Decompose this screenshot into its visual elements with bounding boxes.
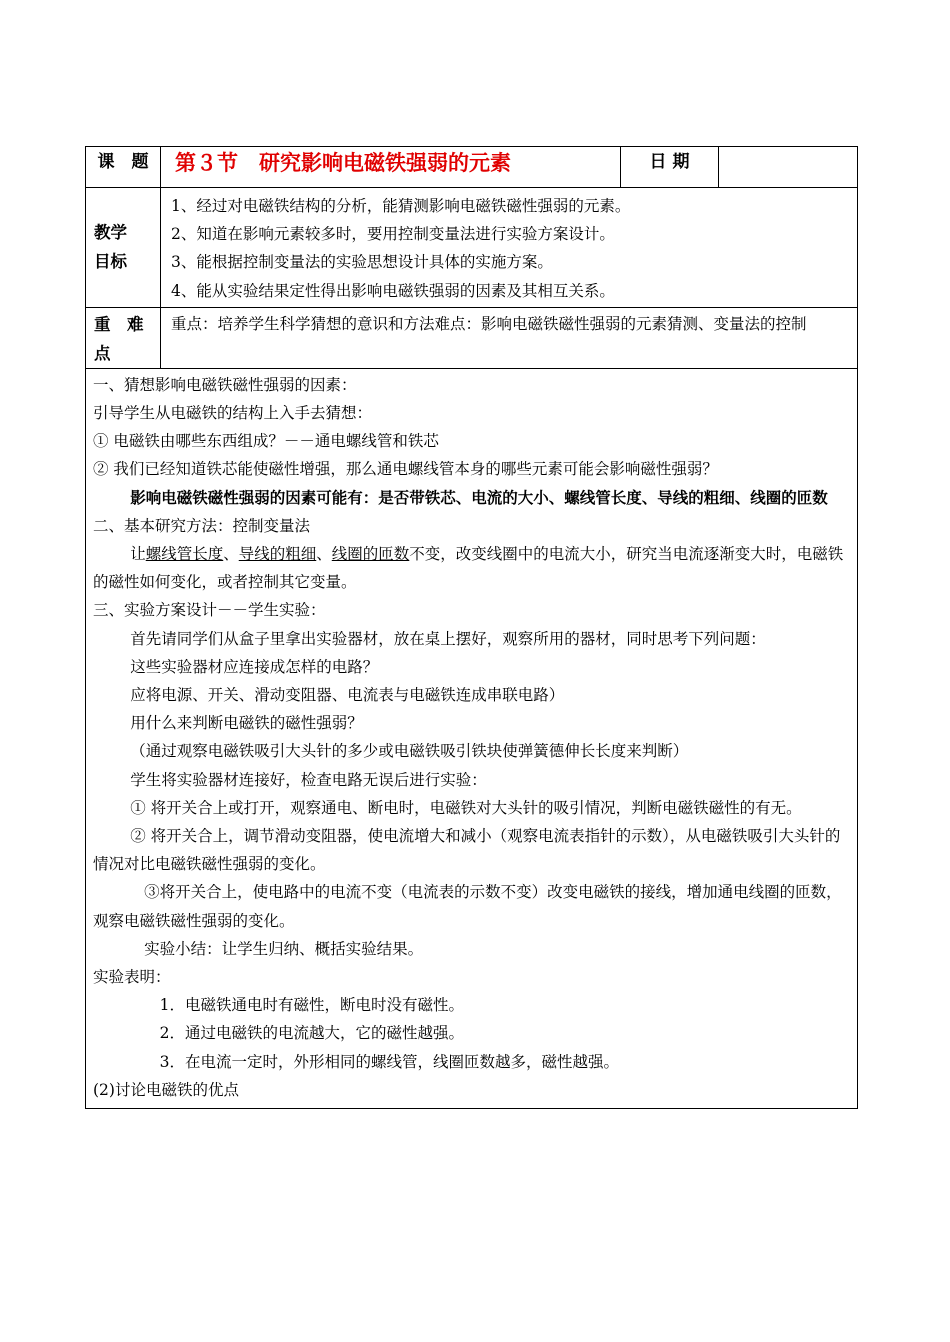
objective-item: 4、能从实验结果定性得出影响电磁铁强弱的因素及其相互关系。 [171, 281, 615, 300]
underlined-variable-3: 线圈的匝数 [331, 545, 410, 564]
section-3-heading: 三、实验方案设计－－学生实验： [93, 601, 326, 620]
s2-rest: 不变，改变线圈中的电流大小，研究当电流逐渐变大时，电磁铁的磁性如何变化，或者控制其它变量。 [93, 545, 844, 592]
date-value [719, 147, 858, 188]
header-row [86, 147, 858, 188]
topic-label: 课 题 [86, 147, 161, 188]
objectives-content [161, 188, 858, 308]
lesson-plan-table [85, 146, 858, 1109]
section-3-step-2: ② 将开关合上，调节滑动变阻器，使电流增大和减小（观察电流表指针的示数），从电磁铁吸引大头针的情况对比电磁铁磁性强弱的变化。 [93, 827, 841, 874]
key-points-text: 重点：培养学生科学猜想的意识和方法难点：影响电磁铁磁性强弱的元素猜测、变量法的控制 [161, 307, 858, 368]
key-points-label-line1: 重 难 [94, 314, 144, 334]
section-1-heading: 一、猜想影响电磁铁磁性强弱的因素： [93, 375, 357, 394]
s2-sep-2: 、 [316, 545, 332, 564]
section-1-conclusion: 影响电磁铁磁性强弱的因素可能有：是否带铁芯、电流的大小、螺线管长度、导线的粗细、线圈的匝数 [130, 487, 828, 507]
key-points-label-line2: 点 [94, 343, 111, 363]
section-3-question-2: 用什么来判断电磁铁的磁性强弱？ [130, 714, 363, 733]
s2-sep-1: 、 [223, 545, 239, 564]
section-3-paragraph-1: 首先请同学们从盒子里拿出实验器材，放在桌上摆好，观察所用的器材，同时思考下列问题： [130, 629, 766, 648]
content-row [86, 368, 858, 1108]
s2-prefix: 让 [130, 545, 146, 564]
section-3-paragraph-2: 学生将实验器材连接好，检查电路无误后进行实验： [130, 770, 487, 789]
results-heading: 实验表明： [93, 968, 171, 987]
section-3-question-1: 这些实验器材应连接成怎样的电路？ [130, 657, 379, 676]
key-points-row [86, 307, 858, 368]
objectives-row [86, 188, 858, 308]
objectives-label-line1: 教学 [94, 223, 127, 242]
result-item: 2．通过电磁铁的电流越大，它的磁性越强。 [159, 1024, 465, 1043]
underlined-variable-2: 导线的粗细 [238, 545, 317, 564]
result-item: 1．电磁铁通电时有磁性，断电时没有磁性。 [159, 996, 465, 1015]
section-3-step-1: ① 将开关合上或打开，观察通电、断电时，电磁铁对大头针的吸引情况，判断电磁铁磁性的有无。 [130, 798, 802, 817]
underlined-variable-1: 螺线管长度 [145, 545, 224, 564]
objective-item: 3、能根据控制变量法的实验思想设计具体的实施方案。 [171, 253, 553, 272]
date-label: 日 期 [621, 147, 719, 188]
key-points-label [86, 307, 161, 368]
section-1-question-1: ① 电磁铁由哪些东西组成？－－通电螺线管和铁芯 [93, 432, 439, 451]
section-3-answer-2: （通过观察电磁铁吸引大头针的多少或电磁铁吸引铁块使弹簧德伸长长度来判断） [130, 742, 689, 761]
lesson-title: 第３节 研究影响电磁铁强弱的元素 [161, 147, 621, 188]
section-3-step-3: ③将开关合上，使电路中的电流不变（电流表的示数不变）改变电磁铁的接线，增加通电线圈的匝数，观察电磁铁磁性强弱的变化。 [93, 883, 842, 930]
section-2-paragraph [93, 540, 849, 596]
result-item: 3．在电流一定时，外形相同的螺线管，线圈匝数越多，磁性越强。 [159, 1052, 620, 1071]
objectives-label [86, 188, 161, 308]
objectives-label-line2: 目标 [94, 252, 127, 271]
section-1-question-2: ② 我们已经知道铁芯能使磁性增强，那么通电螺线管本身的哪些元素可能会影响磁性强弱？ [93, 460, 718, 479]
objective-item: 2、知道在影响元素较多时，要用控制变量法进行实验方案设计。 [171, 225, 615, 244]
section-2-heading: 二、基本研究方法：控制变量法 [93, 516, 311, 535]
lesson-content [86, 368, 858, 1108]
discussion-line: (2)讨论电磁铁的优点 [93, 1080, 239, 1099]
section-3-summary: 实验小结：让学生归纳、概括实验结果。 [144, 939, 424, 958]
objective-item: 1、经过对电磁铁结构的分析，能猜测影响电磁铁磁性强弱的元素。 [171, 197, 631, 215]
section-3-answer-1: 应将电源、开关、滑动变阻器、电流表与电磁铁连成串联电路） [130, 686, 565, 705]
section-1-intro: 引导学生从电磁铁的结构上入手去猜想： [93, 404, 373, 423]
